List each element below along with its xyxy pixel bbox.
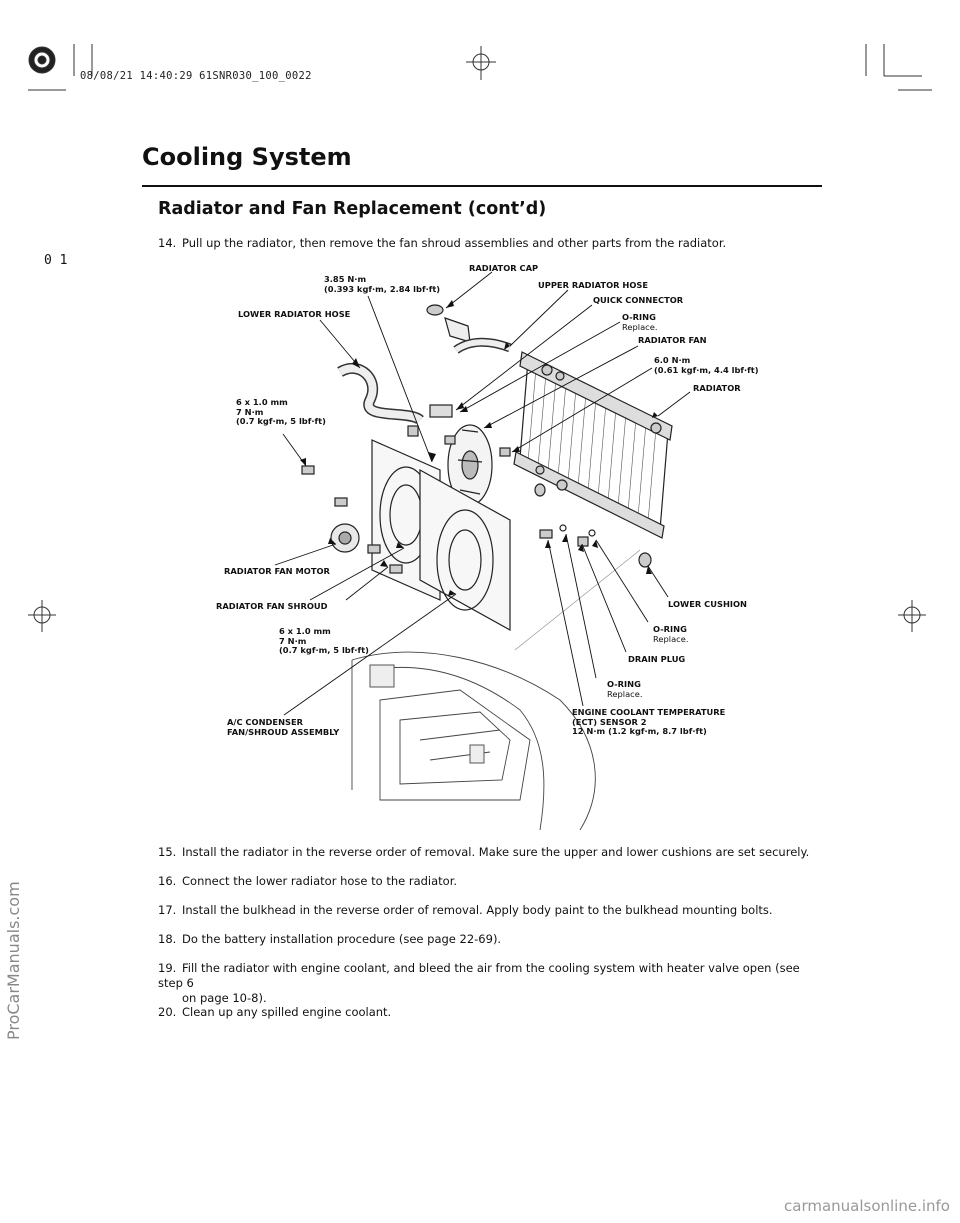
step-number: 19. bbox=[158, 961, 177, 975]
ect-line-1: ENGINE COOLANT TEMPERATURE bbox=[572, 707, 726, 717]
side-watermark: ProCarManuals.com bbox=[4, 881, 23, 1040]
ect-line-2: (ECT) SENSOR 2 bbox=[572, 716, 647, 727]
vehicle-body-drawing bbox=[352, 652, 595, 830]
step-text: Clean up any spilled engine coolant. bbox=[182, 1005, 392, 1019]
o-ring-text: O-RING bbox=[607, 679, 641, 689]
step-number: 16. bbox=[158, 874, 177, 888]
label-quick-connector: QUICK CONNECTOR bbox=[593, 295, 684, 305]
step-number: 14. bbox=[158, 236, 177, 250]
label-radiator: RADIATOR bbox=[693, 383, 741, 393]
page-marker: 0 1 bbox=[44, 253, 68, 268]
step-18 bbox=[158, 932, 818, 947]
label-drain-plug: DRAIN PLUG bbox=[628, 654, 686, 664]
o-ring-text: O-RING bbox=[622, 312, 656, 322]
label-o-ring-mid bbox=[653, 625, 688, 644]
replace-note: Replace. bbox=[607, 688, 643, 699]
step-text: Fill the radiator with engine coolant, and bleed the air from the cooling system with heater valve open (see step 6 bbox=[158, 961, 800, 990]
step-15 bbox=[158, 845, 818, 860]
step-number: 17. bbox=[158, 903, 177, 917]
torque-sub: (0.393 kgf·m, 2.84 lbf·ft) bbox=[324, 283, 441, 294]
torque-sub: (0.61 kgf·m, 4.4 lbf·ft) bbox=[654, 364, 759, 375]
torque-value: 3.85 N·m bbox=[324, 274, 367, 284]
step-17 bbox=[158, 903, 818, 918]
label-bolt-upper bbox=[236, 398, 326, 427]
bolt-torque: 7 N·m bbox=[279, 635, 307, 646]
step-continuation: on page 10-8). bbox=[182, 991, 267, 1005]
step-19 bbox=[158, 961, 818, 1006]
label-radiator-fan-shroud: RADIATOR FAN SHROUD bbox=[216, 601, 328, 611]
label-o-ring-top bbox=[622, 313, 657, 332]
label-torque-60 bbox=[654, 356, 759, 375]
label-radiator-cap: RADIATOR CAP bbox=[469, 263, 539, 273]
print-stamp: 08/08/21 14:40:29 61SNR030_100_0022 bbox=[80, 70, 312, 82]
step-number: 15. bbox=[158, 845, 177, 859]
step-20 bbox=[158, 1005, 818, 1020]
label-bolt-lower bbox=[279, 627, 369, 656]
label-o-ring-low bbox=[607, 680, 642, 699]
label-lower-radiator-hose: LOWER RADIATOR HOSE bbox=[238, 309, 351, 319]
label-radiator-fan: RADIATOR FAN bbox=[638, 335, 707, 345]
replace-note: Replace. bbox=[622, 321, 658, 332]
step-number: 20. bbox=[158, 1005, 177, 1019]
step-16 bbox=[158, 874, 818, 889]
radiator-drawing bbox=[514, 352, 672, 538]
step-text: Connect the lower radiator hose to the radiator. bbox=[182, 874, 458, 888]
section-subtitle: Radiator and Fan Replacement (cont’d) bbox=[158, 199, 547, 219]
replace-note: Replace. bbox=[653, 633, 689, 644]
ac-line-2: FAN/SHROUD ASSEMBLY bbox=[227, 726, 340, 737]
bolt-size: 6 x 1.0 mm bbox=[236, 397, 288, 407]
step-text: Do the battery installation procedure (see page 22-69). bbox=[182, 932, 502, 946]
label-lower-cushion: LOWER CUSHION bbox=[668, 599, 747, 609]
ect-line-3: 12 N·m (1.2 kgf·m, 8.7 lbf·ft) bbox=[572, 726, 707, 736]
label-torque-385 bbox=[324, 275, 440, 294]
step-text: Pull up the radiator, then remove the fan shroud assemblies and other parts from the radiator. bbox=[182, 236, 727, 250]
label-ect-sensor bbox=[572, 708, 725, 737]
torque-value: 6.0 N·m bbox=[654, 355, 691, 365]
footer-watermark: carmanualsonline.info bbox=[784, 1197, 950, 1215]
page-title: Cooling System bbox=[142, 143, 352, 171]
label-upper-radiator-hose: UPPER RADIATOR HOSE bbox=[538, 280, 649, 290]
bolt-size: 6 x 1.0 mm bbox=[279, 626, 331, 636]
step-text: Install the radiator in the reverse order of removal. Make sure the upper and lower cushions are set securely. bbox=[182, 845, 810, 859]
bolt-sub: (0.7 kgf·m, 5 lbf·ft) bbox=[279, 645, 369, 655]
o-ring-text: O-RING bbox=[653, 624, 687, 634]
step-number: 18. bbox=[158, 932, 177, 946]
ac-line-1: A/C CONDENSER bbox=[227, 717, 304, 727]
label-ac-condenser bbox=[227, 718, 339, 737]
label-radiator-fan-motor: RADIATOR FAN MOTOR bbox=[224, 566, 330, 576]
bolt-sub: (0.7 kgf·m, 5 lbf·ft) bbox=[236, 416, 326, 426]
bolt-torque: 7 N·m bbox=[236, 406, 264, 417]
radiator-cap-drawing bbox=[427, 305, 443, 315]
step-text: Install the bulkhead in the reverse order of removal. Apply body paint to the bulkhead mounting bolts. bbox=[182, 903, 773, 917]
